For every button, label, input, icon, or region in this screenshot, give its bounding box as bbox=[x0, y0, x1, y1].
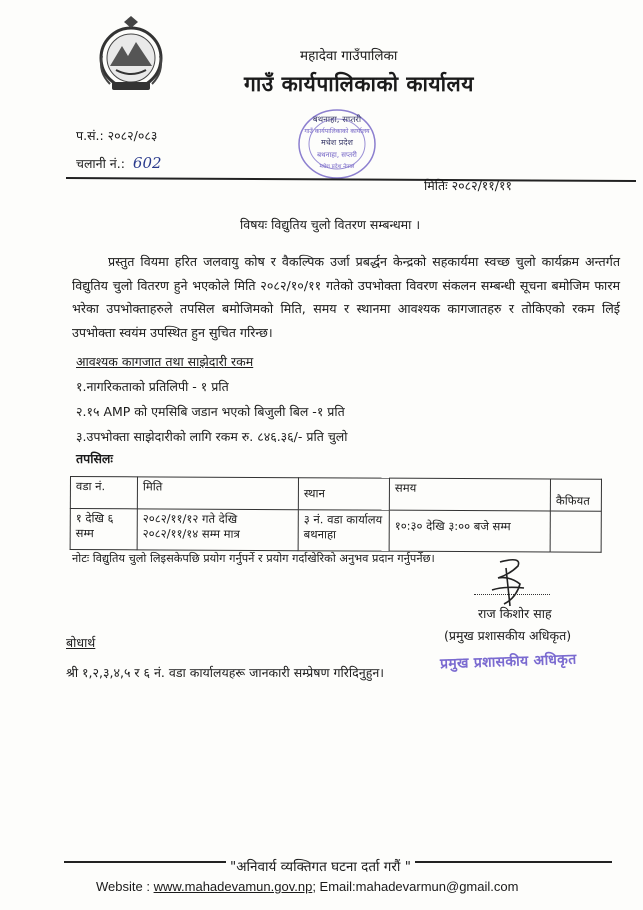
seal-line-4: बथनाहा, सप्तरी bbox=[317, 151, 357, 159]
signatory-title: (प्रमुख प्रशासकीय अधिकृत) bbox=[444, 628, 572, 643]
header-time: समय bbox=[389, 478, 550, 511]
cell-remarks bbox=[550, 511, 601, 552]
cell-ward: १ देखि ६ सम्म bbox=[70, 509, 137, 550]
email-address[interactable]: mahadevarmun@gmail.com bbox=[355, 879, 519, 894]
website-link[interactable]: www.mahadevamun.gov.np bbox=[153, 879, 313, 894]
seal-line-2: गाउँ कार्यपालिकाको कार्यालय bbox=[304, 128, 370, 135]
email-label: ; Email: bbox=[312, 879, 356, 894]
body-text: प्रस्तुत वियमा हरित जलवायु कोष र वैकल्पिक उर्जा प्रबर्द्धन केन्द्रको सहकार्यमा स्वच्छ चुलो कार्यक्रम अन्तर्गत विद्युतिय चुलो वितरण हुने भएकोले मिति २०८२/१०/११ गतेको उपभोक्ता विवरण संकलन सम्बन्धी सूचना बमोजिम फारम भरेका उपभोक्ताहरुले तपसिल बमोजिमको मिति, समय र स्थानमा आवश्यक कागजातहरु र तोकिएको रकम लिई उपभोक्ता स्वयंम उपस्थित हुन सुचित गरिन्छ। bbox=[72, 254, 620, 340]
requirement-item: २.१५ AMP को एमसिबि जडान भएको बिजुली बिल -१ प्रति bbox=[76, 404, 345, 419]
footer-slogan: "अनिवार्य व्यक्तिगत घटना दर्ता गरौं " bbox=[226, 857, 415, 875]
nepal-emblem-icon bbox=[96, 16, 166, 96]
schedule-note: नोटः विद्युतिय चुलो लिइसकेपछि प्रयोग गर्नुपर्ने र प्रयोग गर्दाखेरिको अनुभव प्रदान गर्नुपर्नेछ। bbox=[72, 552, 435, 565]
seal-line-1: बथनाहा, सप्तरी bbox=[312, 115, 362, 125]
municipality-name: महादेवा गाउँपालिका bbox=[300, 48, 398, 64]
requirement-item: १.नागरिकताको प्रतिलिपी - १ प्रति bbox=[76, 379, 229, 394]
table-row bbox=[70, 509, 601, 553]
reference-number: प.सं.: २०८२/०८३ bbox=[76, 128, 158, 143]
table-header-row bbox=[70, 477, 601, 512]
website-label: Website : bbox=[96, 879, 150, 894]
header-date: मिति bbox=[137, 477, 298, 510]
office-seal-icon bbox=[294, 104, 380, 184]
seal-line-3: मधेश प्रदेश bbox=[321, 138, 353, 147]
cell-date: २०८२/११/१२ गते देखि २०८२/११/१४ सम्म मात्र bbox=[137, 509, 298, 551]
signatory-name: राज किशोर साह bbox=[478, 606, 552, 621]
requirements-title: आवश्यक कागजात तथा साझेदारी रकम bbox=[76, 354, 254, 369]
footer-contact bbox=[96, 879, 518, 894]
header-remarks: कैफियत bbox=[550, 479, 601, 511]
designation-stamp: प्रमुख प्रशासकीय अधिकृत bbox=[439, 651, 577, 673]
cc-text: श्री १,२,३,४,५ र ६ नं. वडा कार्यालयहरू जानकारी सम्प्रेषण गरिदिनुहुन। bbox=[66, 665, 385, 680]
dispatch-number bbox=[76, 154, 162, 172]
requirement-item: ३.उपभोक्ता साझेदारीको लागि रकम रु. ८४६.३६/- प्रति चुलो bbox=[76, 429, 348, 444]
letter-date: मितिः २०८२/११/११ bbox=[424, 178, 512, 193]
signature-line bbox=[474, 594, 550, 595]
seal-line-5: मधेश प्रदेश नेपाल bbox=[319, 164, 355, 170]
cell-time: १०:३० देखि ३:०० बजे सम्म bbox=[389, 510, 550, 552]
body-paragraph bbox=[72, 250, 620, 344]
dispatch-value: 602 bbox=[132, 154, 162, 172]
cell-place: ३ नं. वडा कार्यालय बथनाहा bbox=[298, 510, 389, 551]
schedule-title: तपसिलः bbox=[76, 451, 113, 466]
header-place: स्थान bbox=[298, 478, 389, 510]
header-ward: वडा नं. bbox=[70, 477, 137, 509]
office-title: गाउँ कार्यपालिकाको कार्यालय bbox=[244, 72, 474, 96]
cc-title: बोधार्थ bbox=[66, 635, 96, 650]
subject-line: विषयः विद्युतिय चुलो वितरण सम्बन्धमा । bbox=[240, 217, 421, 232]
dispatch-label: चलानी नं.: bbox=[76, 156, 125, 171]
schedule-table bbox=[70, 476, 602, 553]
